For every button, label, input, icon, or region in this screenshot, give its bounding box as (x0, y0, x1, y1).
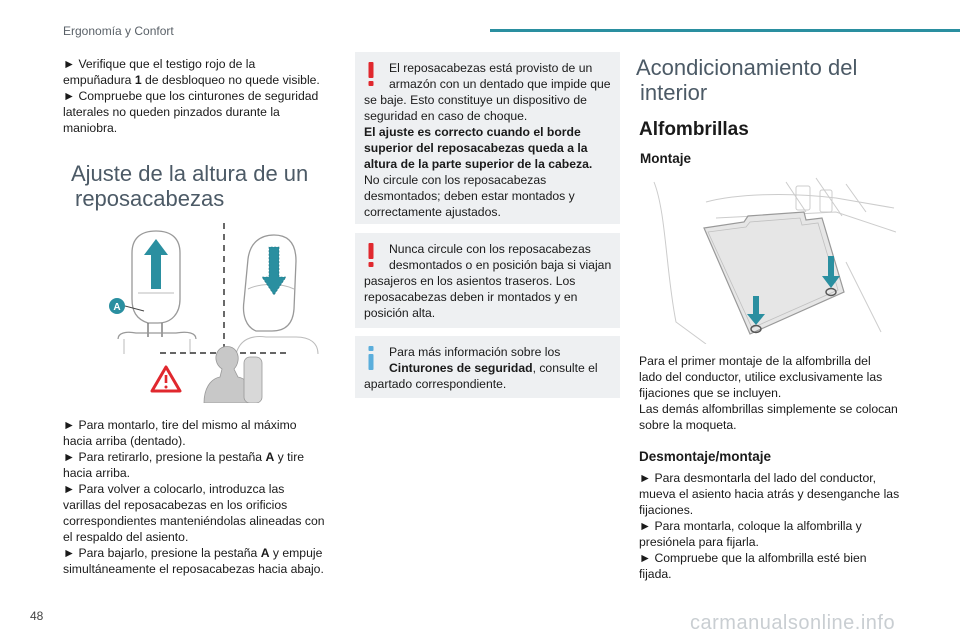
desmontaje-line: presiónela para fijarla. (639, 535, 759, 549)
montaje-line: lado del conductor, utilice exclusivamente las (639, 370, 883, 384)
heading-alfombrillas: Alfombrillas (639, 119, 749, 140)
step-line: ► Para bajarlo, presione la pestaña A y empuje (63, 546, 323, 560)
note-line: Nunca circule con los reposacabezas (389, 242, 591, 256)
intro-line: ► Verifique que el testigo rojo de la (63, 57, 256, 71)
step-line: varillas del reposacabezas en los orificios (63, 498, 288, 512)
header-accent-bar (490, 29, 960, 32)
desmontaje-line: ► Para desmontarla del lado del conductor, (639, 471, 876, 485)
heading-montaje: Montaje (640, 151, 692, 166)
note-line: Para más información sobre los (389, 345, 561, 359)
exclamation-warning-icon (367, 62, 375, 86)
headrest-steps (63, 417, 338, 577)
note-line: posición alta. (364, 306, 436, 320)
header-section-title: Ergonomía y Confort (63, 24, 174, 38)
note-bold-line: altura de la parte superior de la cabeza. (364, 157, 593, 171)
note-line: desmontados; deben estar montados y (364, 189, 575, 203)
desmontaje-line: mueva el asiento hacia atrás y desenganche las (639, 487, 900, 501)
note-line: El reposacabezas está provisto de un (389, 61, 593, 75)
note-line: seguridad en caso de choque. (364, 109, 528, 123)
desmontaje-line: ► Compruebe que la alfombrilla esté bien (639, 551, 867, 565)
step-line: simultáneamente el reposacabezas hacia abajo. (63, 562, 324, 576)
page-number: 48 (30, 609, 44, 623)
note-line: correctamente ajustados. (364, 205, 501, 219)
note-line: desmontados o en posición baja si viajan (389, 258, 612, 272)
column-left (63, 56, 338, 577)
column-middle (355, 52, 620, 398)
step-line: correspondientes manteniéndolas alineadas con (63, 514, 325, 528)
heading-ajuste-reposacabezas: Ajuste de la altura de un reposacabezas (71, 161, 309, 211)
note-bold-line: El ajuste es correcto cuando el borde (364, 125, 581, 139)
step-line: ► Para montarlo, tire del mismo al máximo (63, 418, 297, 432)
intro-line: ► Compruebe que los cinturones de seguridad (63, 89, 319, 103)
desmontaje-line: fijada. (639, 567, 672, 581)
heading-acondicionamiento: Acondicionamiento del interior (636, 55, 858, 105)
step-line: ► Para retirarlo, presione la pestaña A y tire (63, 450, 305, 464)
desmontaje-line: fijaciones. (639, 503, 694, 517)
intro-line: empuñadura 1 de desbloqueo no quede visible. (63, 73, 320, 87)
desmontaje-text (639, 470, 906, 582)
warning-note-dentado (355, 52, 620, 224)
montaje-line: Para el primer montaje de la alfombrilla del (639, 354, 871, 368)
headrest-illustration (96, 219, 336, 403)
step-line: ► Para volver a colocarlo, introduzca las (63, 482, 285, 496)
step-line: hacia arriba. (63, 466, 131, 480)
note-line: pasajeros en los asientos traseros. Los (364, 274, 576, 288)
note-line: reposacabezas deben ir montados y en (364, 290, 578, 304)
montaje-text (639, 353, 906, 433)
step-line: el respaldo del asiento. (63, 530, 189, 544)
exclamation-warning-icon (367, 243, 375, 267)
note-line: armazón con un dentado que impide que (389, 77, 611, 91)
montaje-line: sobre la moqueta. (639, 418, 737, 432)
info-icon (367, 346, 375, 370)
info-note-cinturones (355, 336, 620, 398)
note-line: No circule con los reposacabezas (364, 173, 547, 187)
desmontaje-line: ► Para montarla, coloque la alfombrilla y (639, 519, 862, 533)
note-line: se baje. Esto constituye un dispositivo de (364, 93, 587, 107)
warning-note-posicion (355, 233, 620, 328)
note-line: apartado correspondiente. (364, 377, 507, 391)
watermark: carmanualsonline.info (690, 612, 896, 634)
column-right (636, 55, 906, 582)
floor-mat-illustration (646, 172, 896, 344)
step-line: hacia arriba (dentado). (63, 434, 186, 448)
note-bold-line: superior del reposacabezas queda a la (364, 141, 588, 155)
montaje-line: Las demás alfombrillas simplemente se colocan (639, 402, 898, 416)
intro-line: laterales no queden pinzados durante la (63, 105, 280, 119)
tab-a-label: A (113, 302, 121, 313)
montaje-line: fijaciones que se incluyen. (639, 386, 782, 400)
intro-line: maniobra. (63, 121, 118, 135)
intro-text (63, 56, 338, 136)
heading-desmontaje: Desmontaje/montaje (639, 449, 772, 464)
note-line: Cinturones de seguridad, consulte el (389, 361, 598, 375)
